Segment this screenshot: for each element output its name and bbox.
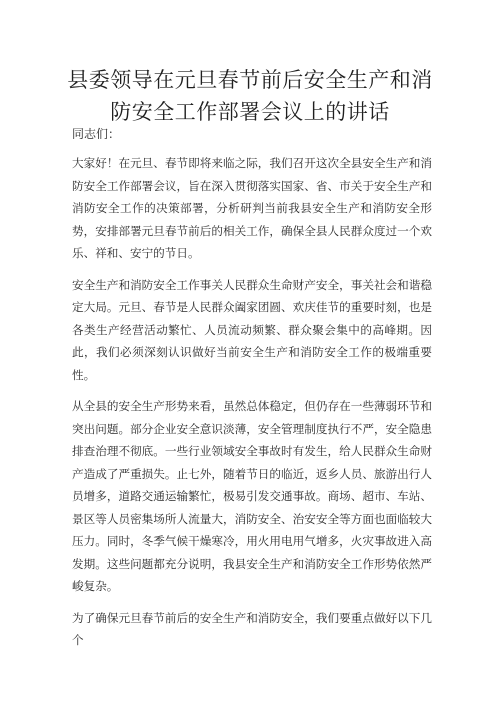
title-line-1: 县委领导在元旦春节前后安全生产和消 [67, 68, 433, 93]
document-title [60, 64, 440, 128]
greeting: 同志们： [72, 127, 121, 141]
paragraph-4: 为了确保元旦春节前后的安全生产和消防安全，我们要重点做好以下几个 [72, 610, 432, 647]
title-line-2: 防安全工作部署会议上的讲话 [110, 100, 390, 125]
paragraph-3: 从全县的安全生产形势来看，虽然总体稳定，但仍存在一些薄弱环节和突出问题。部分企业安全意识淡薄，安全管理制度执行不严，安全隐患排查治理不彻底。一些行业领域安全事故时有发生，给人民群众生命财产造成了严重损失。止七外，随着节日的临近，返乡人员、旅游出行人员增多，道路交通运输繁忙，极易引发交通事故。商场、超市、车站、景区等人员密集场所人流量大，消防安全、治安安全等方面也面临较大压力。同时，冬季气候干燥寒冷，用火用电用气增多，火灾事故进入高发期。这些问题都充分说明，我县安全生产和消防安全工作形势依然严峻复杂。 [72, 399, 432, 593]
paragraph-2: 安全生产和消防安全工作事关人民群众生命财产安全，事关社会和谐稳定大局。元旦、春节是人民群众阖家团圆、欢庆佳节的重要时刻，也是各类生产经营活动繁忙、人员流动频繁、群众聚会集中的高峰期。因此，我们必须深刻认识做好当前安全生产和消防安全工作的极端重要性。 [72, 277, 432, 382]
paragraph-1: 大家好！在元旦、春节即将来临之际，我们召开这次全县安全生产和消防安全工作部署会议，旨在深入贯彻落实国家、省、市关于安全生产和消防安全工作的决策部署，分析研判当前我县安全生产和消防安全形势，安排部署元旦春节前后的相关工作，确保全县人民群众度过一个欢乐、祥和、安宁的节日。 [72, 156, 432, 260]
document-body [72, 152, 432, 661]
